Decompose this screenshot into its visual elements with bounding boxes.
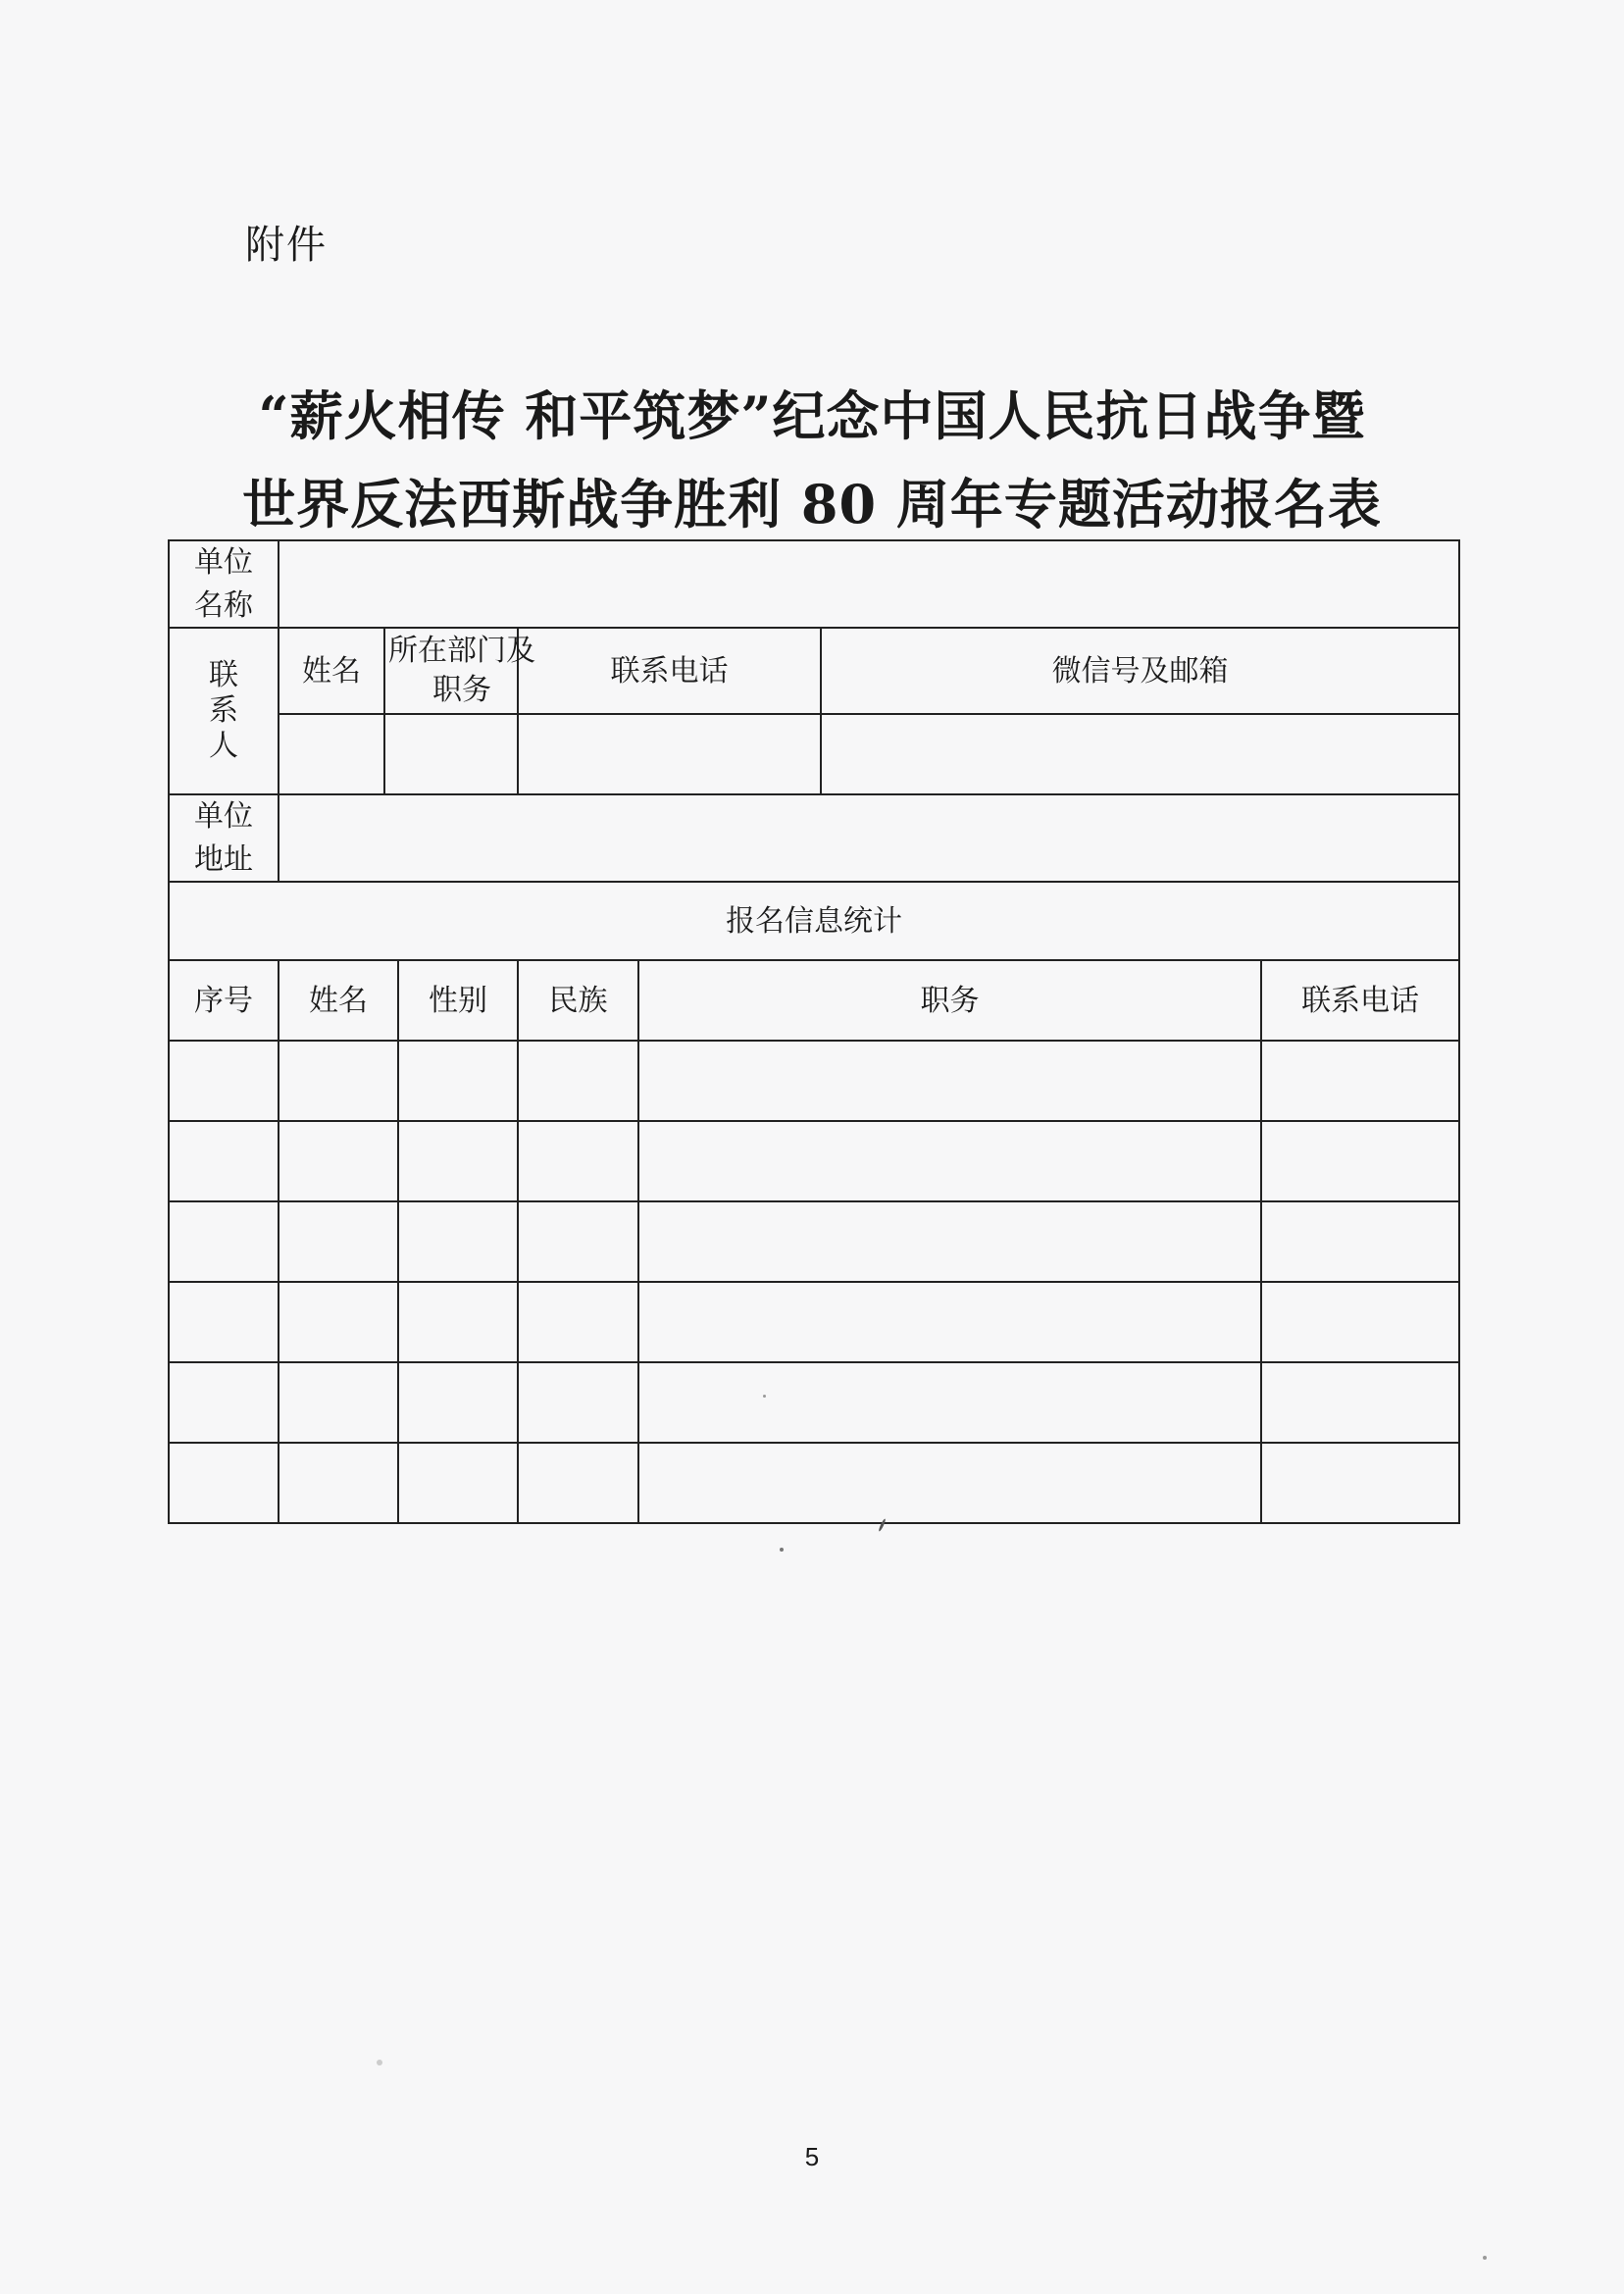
reg-position-cell[interactable] <box>638 1282 1261 1362</box>
unit-name-row <box>169 540 1459 628</box>
unit-address-row <box>169 794 1459 882</box>
reg-phone-cell[interactable] <box>1261 1121 1459 1201</box>
reg-name-header-cell <box>279 960 398 1041</box>
registration-row <box>169 1362 1459 1443</box>
reg-index-header: 序号 <box>194 983 253 1018</box>
reg-index-header-cell <box>169 960 279 1041</box>
reg-position-cell[interactable] <box>638 1362 1261 1443</box>
reg-name-cell[interactable] <box>279 1443 398 1523</box>
reg-ethnicity-header-cell <box>518 960 638 1041</box>
contact-department-input-cell[interactable] <box>384 714 518 794</box>
contact-department-header: 所在部门及职务 <box>388 633 535 707</box>
reg-position-cell[interactable] <box>638 1201 1261 1282</box>
reg-name-cell[interactable] <box>279 1041 398 1121</box>
contact-label: 联系人 <box>209 657 238 763</box>
reg-phone-cell[interactable] <box>1261 1282 1459 1362</box>
contact-name-input-cell[interactable] <box>279 714 384 794</box>
unit-name-label-cell <box>169 540 279 628</box>
registration-row <box>169 1041 1459 1121</box>
reg-position-cell[interactable] <box>638 1121 1261 1201</box>
contact-name-header: 姓名 <box>302 653 361 688</box>
document-title-line-1: “薪火相传 和平筑梦”纪念中国人民抗日战争暨 <box>258 384 1366 447</box>
reg-phone-cell[interactable] <box>1261 1362 1459 1443</box>
reg-phone-cell[interactable] <box>1261 1041 1459 1121</box>
reg-ethnicity-cell[interactable] <box>518 1121 638 1201</box>
contact-wechat-email-header-cell <box>821 628 1459 714</box>
reg-position-header-cell <box>638 960 1261 1041</box>
reg-phone-header-cell <box>1261 960 1459 1041</box>
registration-form-table <box>168 539 1460 1524</box>
reg-gender-cell[interactable] <box>398 1201 518 1282</box>
reg-ethnicity-header: 民族 <box>548 983 608 1018</box>
page-number: 5 <box>804 2142 820 2171</box>
reg-gender-cell[interactable] <box>398 1282 518 1362</box>
reg-ethnicity-cell[interactable] <box>518 1041 638 1121</box>
reg-position-cell[interactable] <box>638 1443 1261 1523</box>
registration-row <box>169 1201 1459 1282</box>
scan-speck <box>780 1548 784 1552</box>
unit-name-label: 单位名称 <box>194 545 253 623</box>
unit-address-input-cell[interactable] <box>279 794 1459 882</box>
reg-gender-header-cell <box>398 960 518 1041</box>
unit-address-label-cell <box>169 794 279 882</box>
contact-input-row <box>169 714 1459 794</box>
registration-section-title: 报名信息统计 <box>726 903 903 939</box>
reg-gender-cell[interactable] <box>398 1121 518 1201</box>
scan-speck <box>763 1395 766 1398</box>
registration-row <box>169 1443 1459 1523</box>
unit-name-input-cell[interactable] <box>279 540 1459 628</box>
scan-speck <box>377 2060 382 2065</box>
unit-address-label: 单位地址 <box>194 799 253 877</box>
reg-gender-cell[interactable] <box>398 1041 518 1121</box>
reg-name-header: 姓名 <box>309 983 368 1018</box>
reg-gender-cell[interactable] <box>398 1443 518 1523</box>
reg-ethnicity-cell[interactable] <box>518 1362 638 1443</box>
reg-phone-cell[interactable] <box>1261 1201 1459 1282</box>
reg-phone-cell[interactable] <box>1261 1443 1459 1523</box>
reg-position-cell[interactable] <box>638 1041 1261 1121</box>
contact-department-header-cell <box>384 628 535 714</box>
scan-speck <box>1483 2256 1487 2260</box>
reg-name-cell[interactable] <box>279 1201 398 1282</box>
reg-name-cell[interactable] <box>279 1121 398 1201</box>
reg-position-header: 职务 <box>920 983 980 1018</box>
reg-index-cell[interactable] <box>169 1282 279 1362</box>
reg-index-cell[interactable] <box>169 1041 279 1121</box>
registration-row <box>169 1121 1459 1201</box>
reg-index-cell[interactable] <box>169 1201 279 1282</box>
reg-gender-header: 性别 <box>429 983 487 1018</box>
contact-phone-header-cell <box>518 628 821 714</box>
registration-section-title-cell <box>169 882 1459 960</box>
registration-row <box>169 1282 1459 1362</box>
reg-ethnicity-cell[interactable] <box>518 1201 638 1282</box>
contact-wechat-email-header: 微信号及邮箱 <box>1051 653 1229 688</box>
contact-name-header-cell <box>279 628 384 714</box>
contact-label-cell <box>169 628 279 794</box>
reg-index-cell[interactable] <box>169 1443 279 1523</box>
reg-phone-header: 联系电话 <box>1301 983 1420 1018</box>
reg-gender-cell[interactable] <box>398 1362 518 1443</box>
contact-phone-header: 联系电话 <box>610 653 729 688</box>
registration-section-row <box>169 882 1459 960</box>
registration-header-row <box>169 960 1459 1041</box>
reg-ethnicity-cell[interactable] <box>518 1443 638 1523</box>
contact-phone-input-cell[interactable] <box>518 714 821 794</box>
reg-name-cell[interactable] <box>279 1362 398 1443</box>
reg-index-cell[interactable] <box>169 1362 279 1443</box>
attachment-label: 附件 <box>245 223 328 268</box>
contact-header-row <box>169 628 1459 714</box>
reg-ethnicity-cell[interactable] <box>518 1282 638 1362</box>
reg-index-cell[interactable] <box>169 1121 279 1201</box>
document-title-line-2: 世界反法西斯战争胜利 80 周年专题活动报名表 <box>242 473 1382 535</box>
contact-wechat-email-input-cell[interactable] <box>821 714 1459 794</box>
reg-name-cell[interactable] <box>279 1282 398 1362</box>
